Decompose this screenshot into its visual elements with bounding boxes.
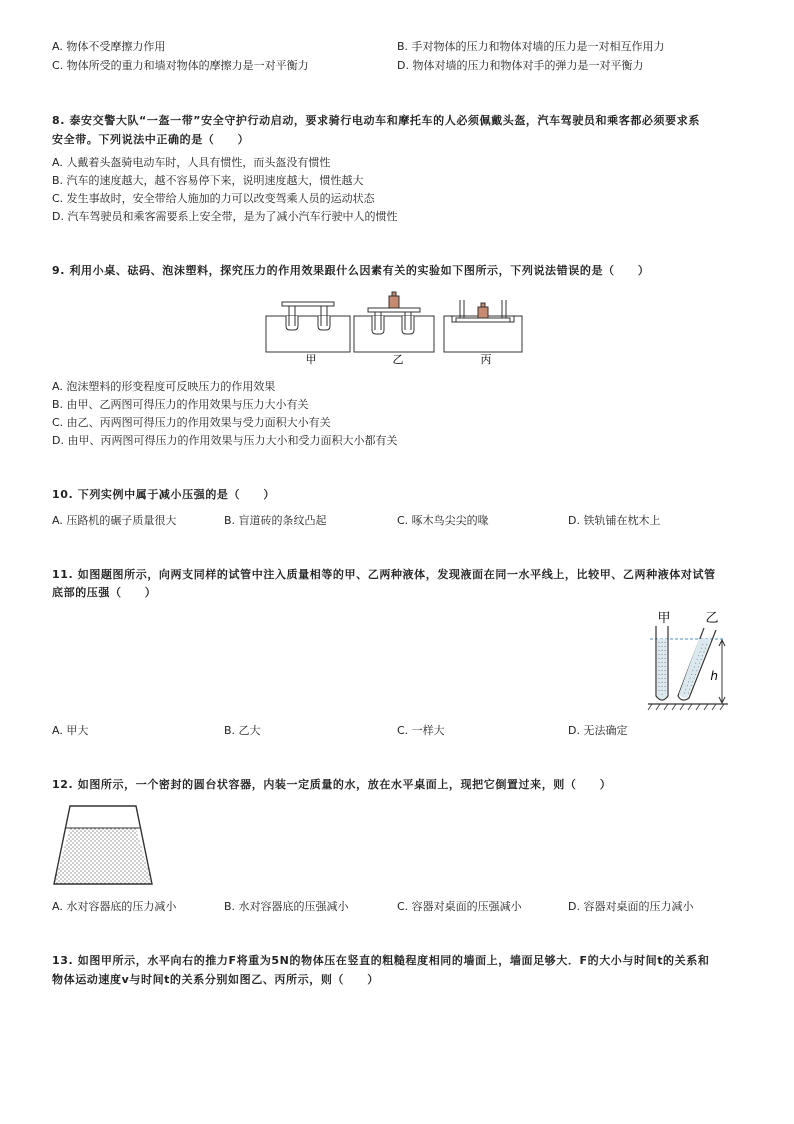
q11-label-h: h <box>710 669 718 683</box>
q11-option-a: A. 甲大 <box>52 724 89 737</box>
q11-label-jia: 甲 <box>657 611 671 626</box>
q13-stem-line1: 13. 如图甲所示，水平向右的推力F将重为5N的物体压在竖直的粗糙程度相同的墙面上，墙面足够大．F的大小与时间t的关系和 <box>52 954 710 967</box>
q12-option-c: C. 容器对桌面的压强减小 <box>397 900 522 913</box>
q9-figure <box>264 292 524 364</box>
q11-option-d: D. 无法确定 <box>568 724 628 737</box>
q10-stem: 10. 下列实例中属于减小压强的是（ ） <box>52 488 275 501</box>
q9-option-a: A. 泡沫塑料的形变程度可反映压力的作用效果 <box>52 380 276 393</box>
q9-label-bing: 丙 <box>480 353 492 366</box>
q9-figure-jia <box>266 302 350 352</box>
q8-option-b: B. 汽车的速度越大，越不容易停下来，说明速度越大，惯性越大 <box>52 174 364 187</box>
q10-option-a: A. 压路机的碾子质量很大 <box>52 514 177 527</box>
q12-option-b: B. 水对容器底的压强减小 <box>224 900 349 913</box>
q8-option-d: D. 汽车驾驶员和乘客需要系上安全带，是为了减小汽车行驶中人的惯性 <box>52 210 398 223</box>
q8-option-a: A. 人戴着头盔骑电动车时，人具有惯性，而头盔没有惯性 <box>52 156 331 169</box>
q9-label-jia: 甲 <box>305 353 317 366</box>
q11-option-b: B. 乙大 <box>224 724 261 737</box>
q11-stem-line1: 11. 如图题图所示，向两支同样的试管中注入质量相等的甲、乙两种液体，发现液面在同一水平线上，比较甲、乙两种液体对试管 <box>52 568 716 581</box>
q9-figure-yi <box>354 292 434 352</box>
q11-label-yi: 乙 <box>705 611 719 626</box>
q7-option-c: C. 物体所受的重力和墙对物体的摩擦力是一对平衡力 <box>52 59 309 72</box>
q7-option-d: D. 物体对墙的压力和物体对手的弹力是一对平衡力 <box>397 59 644 72</box>
q12-option-d: D. 容器对桌面的压力减小 <box>568 900 694 913</box>
q9-option-b: B. 由甲、乙两图可得压力的作用效果与压力大小有关 <box>52 398 309 411</box>
q12-option-a: A. 水对容器底的压力减小 <box>52 900 177 913</box>
q11-figure <box>646 608 742 712</box>
q10-option-c: C. 啄木鸟尖尖的喙 <box>397 514 489 527</box>
q11-stem-line2: 底部的压强（ ） <box>52 586 157 599</box>
q8-option-c: C. 发生事故时，安全带给人施加的力可以改变驾乘人员的运动状态 <box>52 192 375 205</box>
q9-figure-bing <box>444 300 522 352</box>
q10-option-b: B. 盲道砖的条纹凸起 <box>224 514 327 527</box>
q7-option-a: A. 物体不受摩擦力作用 <box>52 40 166 53</box>
q13-stem-line2: 物体运动速度v与时间t的关系分别如图乙、丙所示，则（ ） <box>52 973 379 986</box>
q9-option-c: C. 由乙、丙两图可得压力的作用效果与受力面积大小有关 <box>52 416 331 429</box>
q12-water <box>54 828 152 884</box>
q8-stem-line1: 8. 泰安交警大队“一盔一带”安全守护行动启动，要求骑行电动车和摩托车的人必须佩戴头盔，汽车驾驶员和乘客都必须要求系 <box>52 114 700 127</box>
q11-option-c: C. 一样大 <box>397 724 445 737</box>
q9-label-yi: 乙 <box>392 353 404 366</box>
q9-stem: 9. 利用小桌、砝码、泡沫塑料，探究压力的作用效果跟什么因素有关的实验如下图所示，下列说法错误的是（ ） <box>52 264 650 277</box>
q9-option-d: D. 由甲、丙两图可得压力的作用效果与压力大小和受力面积大小都有关 <box>52 434 398 447</box>
q11-tube-jia <box>656 626 668 700</box>
q10-option-d: D. 铁轨铺在枕木上 <box>568 514 661 527</box>
q8-stem-line2: 安全带。下列说法中正确的是（ ） <box>52 133 250 146</box>
q7-option-b: B. 手对物体的压力和物体对墙的压力是一对相互作用力 <box>397 40 665 53</box>
q12-figure <box>50 804 154 888</box>
q12-stem: 12. 如图所示，一个密封的圆台状容器，内装一定质量的水，放在水平桌面上，现把它倒置过来，则（ ） <box>52 778 612 791</box>
